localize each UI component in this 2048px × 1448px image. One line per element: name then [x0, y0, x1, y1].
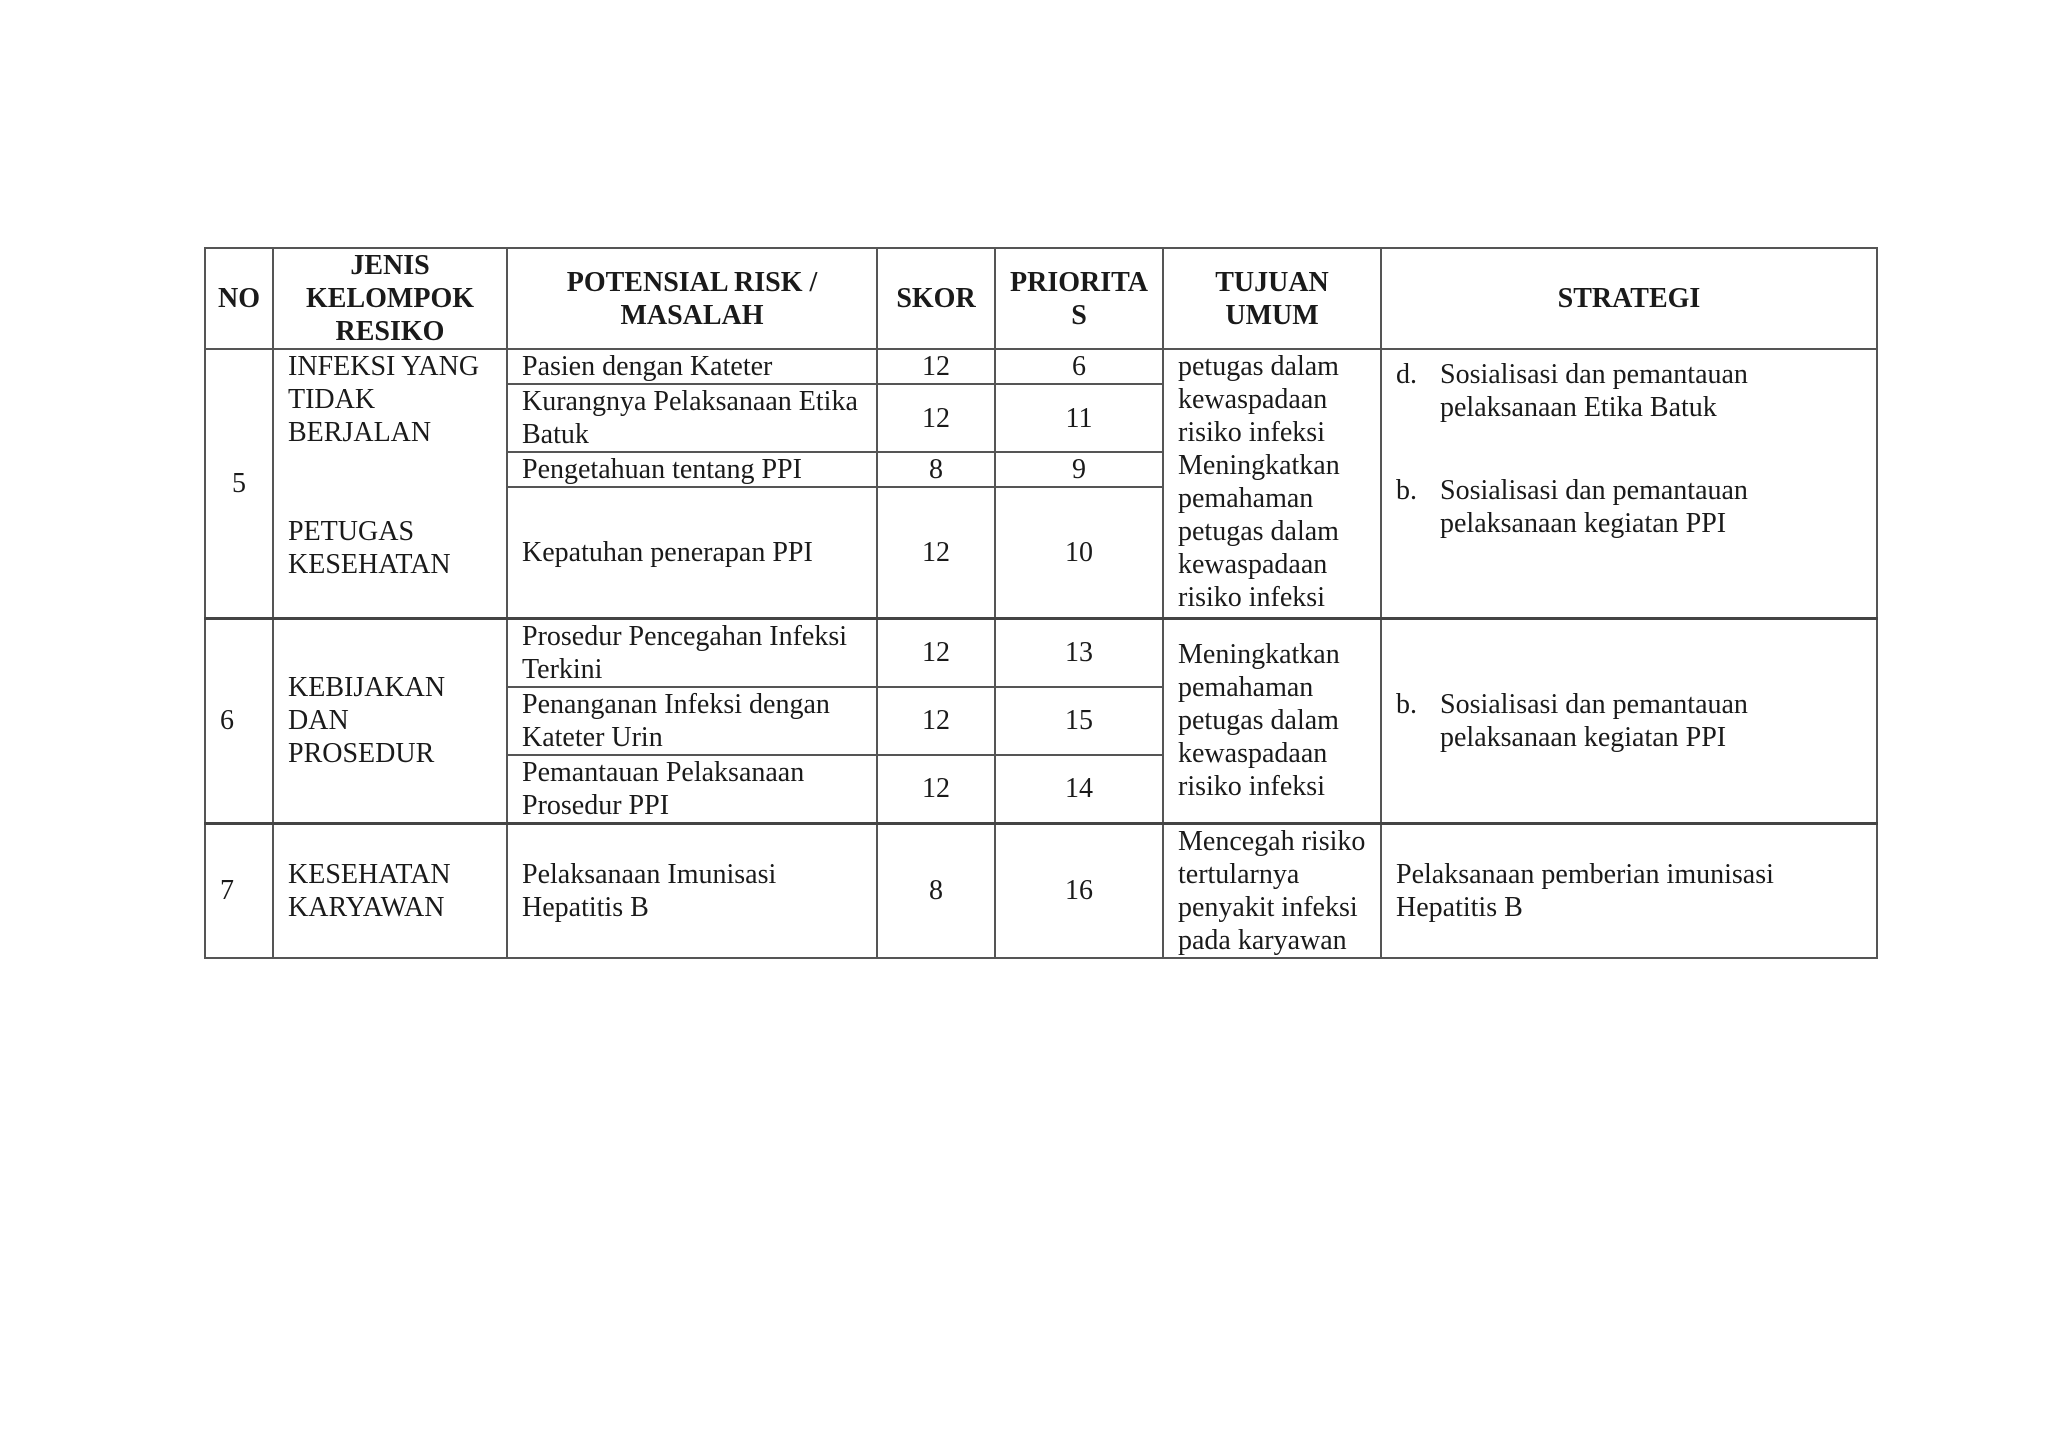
cell-tujuan: petugas dalam kewaspadaan risiko infeksi Meningkatkan pemahaman petugas dalam kewaspadaan risiko infeksi: [1163, 349, 1381, 618]
table-row: [205, 349, 1877, 384]
strategi-text: Sosialisasi dan pemantauan pelaksanaan kegiatan PPI: [1440, 475, 1748, 539]
header-jenis: JENIS KELOMPOK RESIKO: [273, 248, 507, 349]
strategi-letter: d.: [1396, 359, 1417, 390]
header-tujuan: TUJUAN UMUM: [1163, 248, 1381, 349]
strategi-item: [1396, 688, 1862, 754]
cell-prioritas: 11: [995, 384, 1163, 452]
table-row: [205, 823, 1877, 958]
cell-no: 6: [205, 618, 273, 823]
jenis-petugas: PETUGAS KESEHATAN: [288, 516, 451, 580]
cell-strategi: Pelaksanaan pemberian imunisasi Hepatitis B: [1381, 823, 1877, 958]
cell-masalah: Kepatuhan penerapan PPI: [507, 487, 877, 618]
cell-prioritas: 10: [995, 487, 1163, 618]
header-prioritas: PRIORITA S: [995, 248, 1163, 349]
cell-prioritas: 15: [995, 687, 1163, 755]
cell-strategi: [1381, 618, 1877, 823]
risk-table: [204, 247, 1878, 959]
cell-prioritas: 9: [995, 452, 1163, 487]
strategi-text: Sosialisasi dan pemantauan pelaksanaan kegiatan PPI: [1440, 688, 1748, 753]
jenis-infeksi: INFEKSI YANG TIDAK BERJALAN: [288, 351, 480, 448]
cell-prioritas: 14: [995, 755, 1163, 824]
strategi-item: [1396, 474, 1862, 540]
cell-masalah: Prosedur Pencegahan Infeksi Terkini: [507, 618, 877, 687]
spacer: [288, 449, 492, 515]
cell-masalah: Pemantauan Pelaksanaan Prosedur PPI: [507, 755, 877, 824]
cell-no: 7: [205, 823, 273, 958]
cell-skor: 12: [877, 487, 995, 618]
cell-tujuan: Mencegah risiko tertularnya penyakit infeksi pada karyawan: [1163, 823, 1381, 958]
cell-jenis: [273, 349, 507, 618]
cell-skor: 12: [877, 687, 995, 755]
strategi-text: Sosialisasi dan pemantauan pelaksanaan Etika Batuk: [1440, 359, 1748, 423]
cell-skor: 12: [877, 755, 995, 824]
cell-skor: 8: [877, 823, 995, 958]
cell-tujuan: Meningkatkan pemahaman petugas dalam kewaspadaan risiko infeksi: [1163, 618, 1381, 823]
strategi-letter: b.: [1396, 688, 1417, 720]
cell-skor: 12: [877, 384, 995, 452]
cell-skor: 12: [877, 618, 995, 687]
cell-masalah: Penanganan Infeksi dengan Kateter Urin: [507, 687, 877, 755]
cell-jenis: KESEHATAN KARYAWAN: [273, 823, 507, 958]
cell-no: 5: [205, 349, 273, 618]
cell-prioritas: 16: [995, 823, 1163, 958]
cell-skor: 12: [877, 349, 995, 384]
strategi-item: [1396, 358, 1862, 424]
header-strategi: STRATEGI: [1381, 248, 1877, 349]
cell-masalah: Pelaksanaan Imunisasi Hepatitis B: [507, 823, 877, 958]
header-no: NO: [205, 248, 273, 349]
cell-jenis: KEBIJAKAN DAN PROSEDUR: [273, 618, 507, 823]
header-potensial: POTENSIAL RISK / MASALAH: [507, 248, 877, 349]
strategi-letter: b.: [1396, 475, 1417, 506]
header-row: [205, 248, 1877, 349]
cell-masalah: Pasien dengan Kateter: [507, 349, 877, 384]
cell-masalah: Kurangnya Pelaksanaan Etika Batuk: [507, 384, 877, 452]
cell-strategi: [1381, 349, 1877, 618]
cell-skor: 8: [877, 452, 995, 487]
table-row: [205, 618, 1877, 687]
cell-masalah: Pengetahuan tentang PPI: [507, 452, 877, 487]
cell-prioritas: 13: [995, 618, 1163, 687]
header-skor: SKOR: [877, 248, 995, 349]
cell-prioritas: 6: [995, 349, 1163, 384]
